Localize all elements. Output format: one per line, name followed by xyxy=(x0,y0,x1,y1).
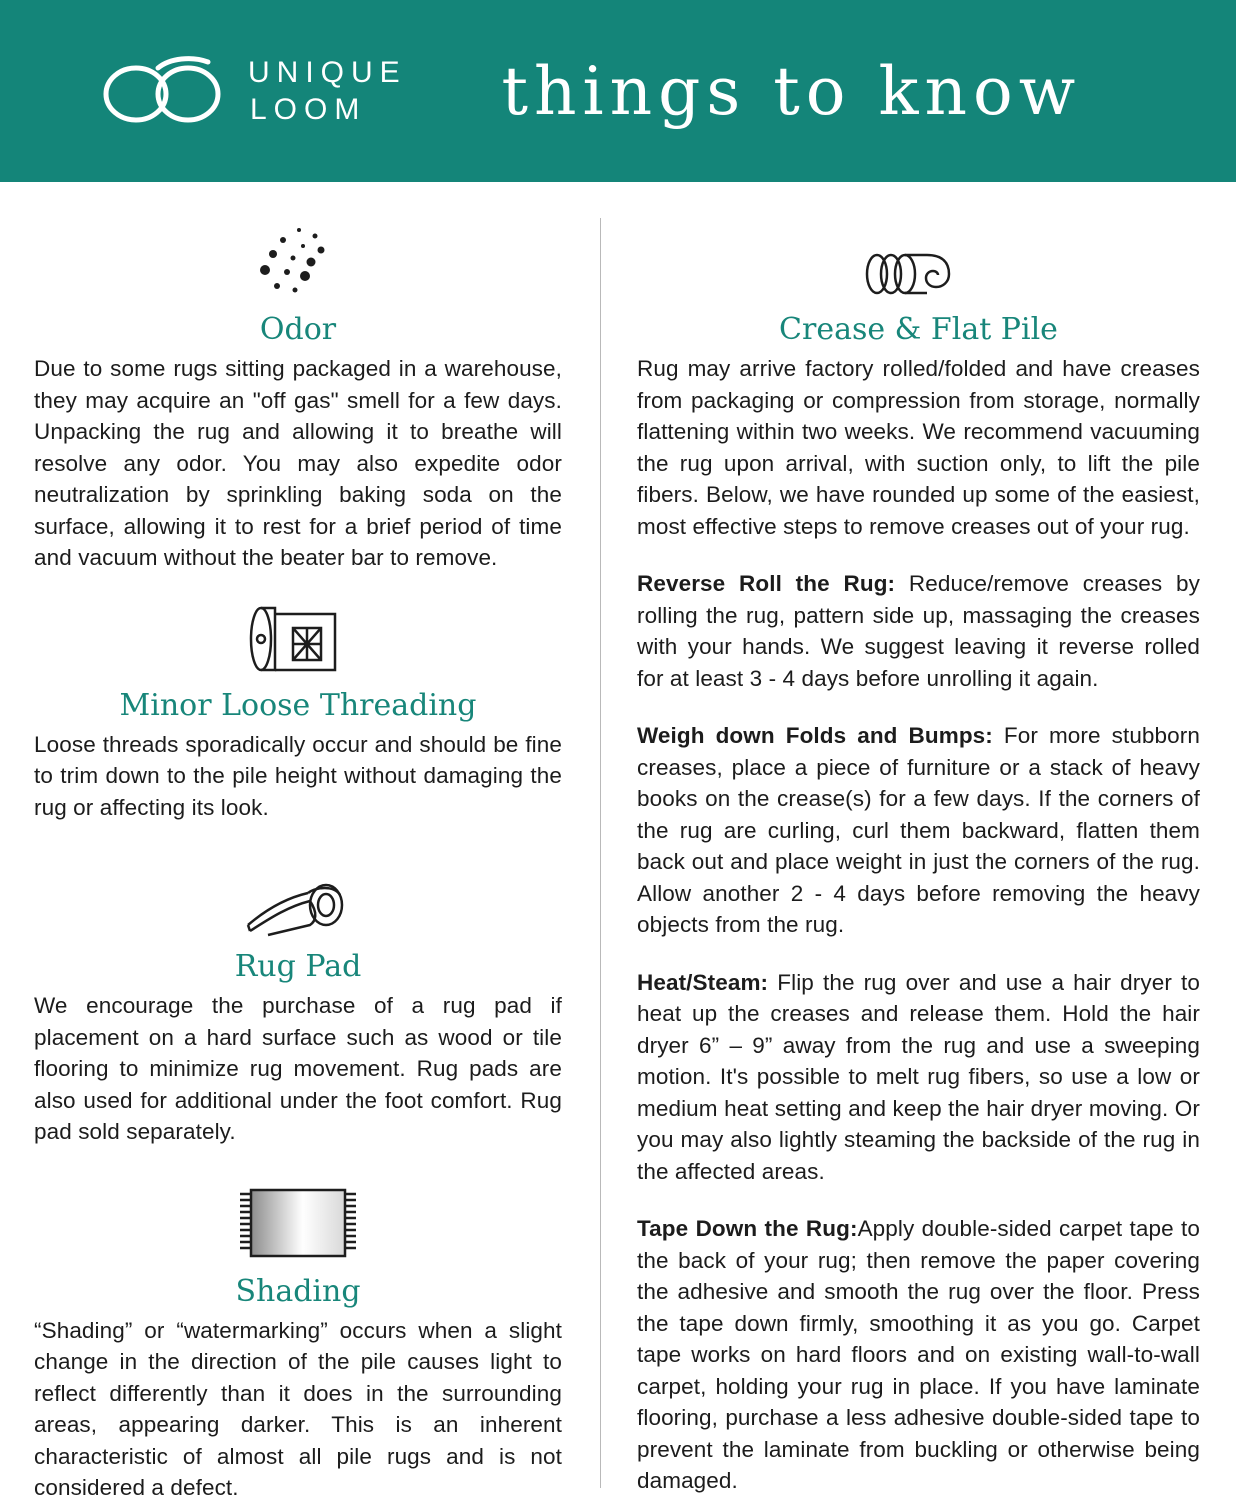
odor-dots-icon xyxy=(34,216,562,304)
tip-lead-reverse-roll: Reverse Roll the Rug: xyxy=(637,571,896,596)
brand-line-2: LOOM xyxy=(250,93,367,126)
tip-text-weigh-down: For more stubborn creases, place a piece of furniture or a stack of heavy books on the crease(s) for a few days. If the corners of the rug are curling, curl them backward, flatten them back out and place weight in just the corners of the rug. Allow another 2 - 4 days before removing the heavy objects from the rug. xyxy=(637,723,1200,937)
tip-text-tape-down: Apply double-sided carpet tape to the back of your rug; then remove the paper covering the adhesive and smooth the rug over the floor. Press the tape down firmly, smoothing it as you go. Carpet tape works on hard floors and on existing wall-to-wall carpet, holding your rug in place. If you have laminate flooring, purchase a less adhesive double-sided tape to prevent the laminate from buckling or otherwise being damaged. xyxy=(637,1216,1200,1493)
rug-pad-roll-icon xyxy=(34,853,562,941)
left-column xyxy=(0,182,600,1500)
section-body-shading: “Shading” or “watermarking” occurs when a slight change in the direction of the pile causes light to reflect differently than it does in the surrounding areas, appearing darker. This is an inherent characteristic of almost all pile rugs and is not considered a defect. xyxy=(34,1317,562,1500)
section-title-crease: Crease & Flat Pile xyxy=(779,312,1058,347)
section-body-rug-pad: We encourage the purchase of a rug pad if placement on a hard surface such as wood or tile flooring to minimize rug movement. Rug pads are also used for additional under the foot comfort. Rug pad sold separately. xyxy=(34,993,562,1144)
section-body-threading: Loose threads sporadically occur and should be fine to trim down to the pile height without damaging the rug or affecting its look. xyxy=(34,731,562,820)
tip-text-heat-steam: Flip the rug over and use a hair dryer to heat up the creases and release them. Hold the hair dryer 6” – 9” away from the rug and use a sweeping motion. It's possible to melt rug fibers, so use a low or medium heat setting and keep the hair dryer moving. Or you may also lightly steaming the backside of the rug in the affected areas. xyxy=(637,969,1200,1184)
tip-tape-down xyxy=(637,1213,1200,1497)
tip-lead-heat-steam: Heat/Steam: xyxy=(637,969,769,995)
tip-lead-weigh-down: Weigh down Folds and Bumps: xyxy=(637,723,993,748)
section-title-shading: Shading xyxy=(235,1273,361,1309)
section-body-odor: Due to some rugs sitting packaged in a warehouse, they may acquire an "off gas" smell for a few days. Unpacking the rug and allowing it to breathe will resolve any odor. You may also expedite odor neutralization by sprinkling baking soda on the surface, allowing it to rest for a brief period of time and vacuum without the beater bar to remove. xyxy=(34,356,562,570)
right-column xyxy=(601,182,1236,1500)
tip-heat-steam xyxy=(637,967,1200,1188)
tip-lead-tape-down: Tape Down the Rug: xyxy=(637,1216,858,1241)
content-columns xyxy=(0,182,1236,1500)
shaded-rug-icon xyxy=(34,1178,562,1266)
tip-weigh-down xyxy=(637,720,1200,941)
brand-logo xyxy=(96,54,407,129)
section-title-rug-pad: Rug Pad xyxy=(234,949,362,984)
page-header xyxy=(0,0,1236,182)
tip-reverse-roll xyxy=(637,568,1200,694)
brand-line-1: UNIQUE xyxy=(248,55,407,89)
tip-text-reverse-roll: Reduce/remove creases by rolling the rug, pattern side up, massaging the creases with your hands. We suggest leaving it reverse rolled for at least 3 - 4 days before unrolling it again. xyxy=(637,571,1200,691)
page-title: things to know xyxy=(501,52,1082,130)
unique-loom-mark-icon xyxy=(96,54,226,128)
section-title-odor: Odor xyxy=(259,312,337,347)
rolled-rug-icon xyxy=(34,592,562,680)
section-title-threading: Minor Loose Threading xyxy=(119,687,477,723)
section-body-crease-intro: Rug may arrive factory rolled/folded and have creases from packaging or compression from storage, normally flattening within two weeks. We recommend vacuuming the rug upon arrival, with suction only, to lift the pile fibers. Below, we have rounded up some of the easiest, most effective steps to remove creases out of your rug. xyxy=(637,356,1200,539)
rolled-carpet-icon xyxy=(637,216,1200,304)
brand-wordmark xyxy=(248,54,407,129)
